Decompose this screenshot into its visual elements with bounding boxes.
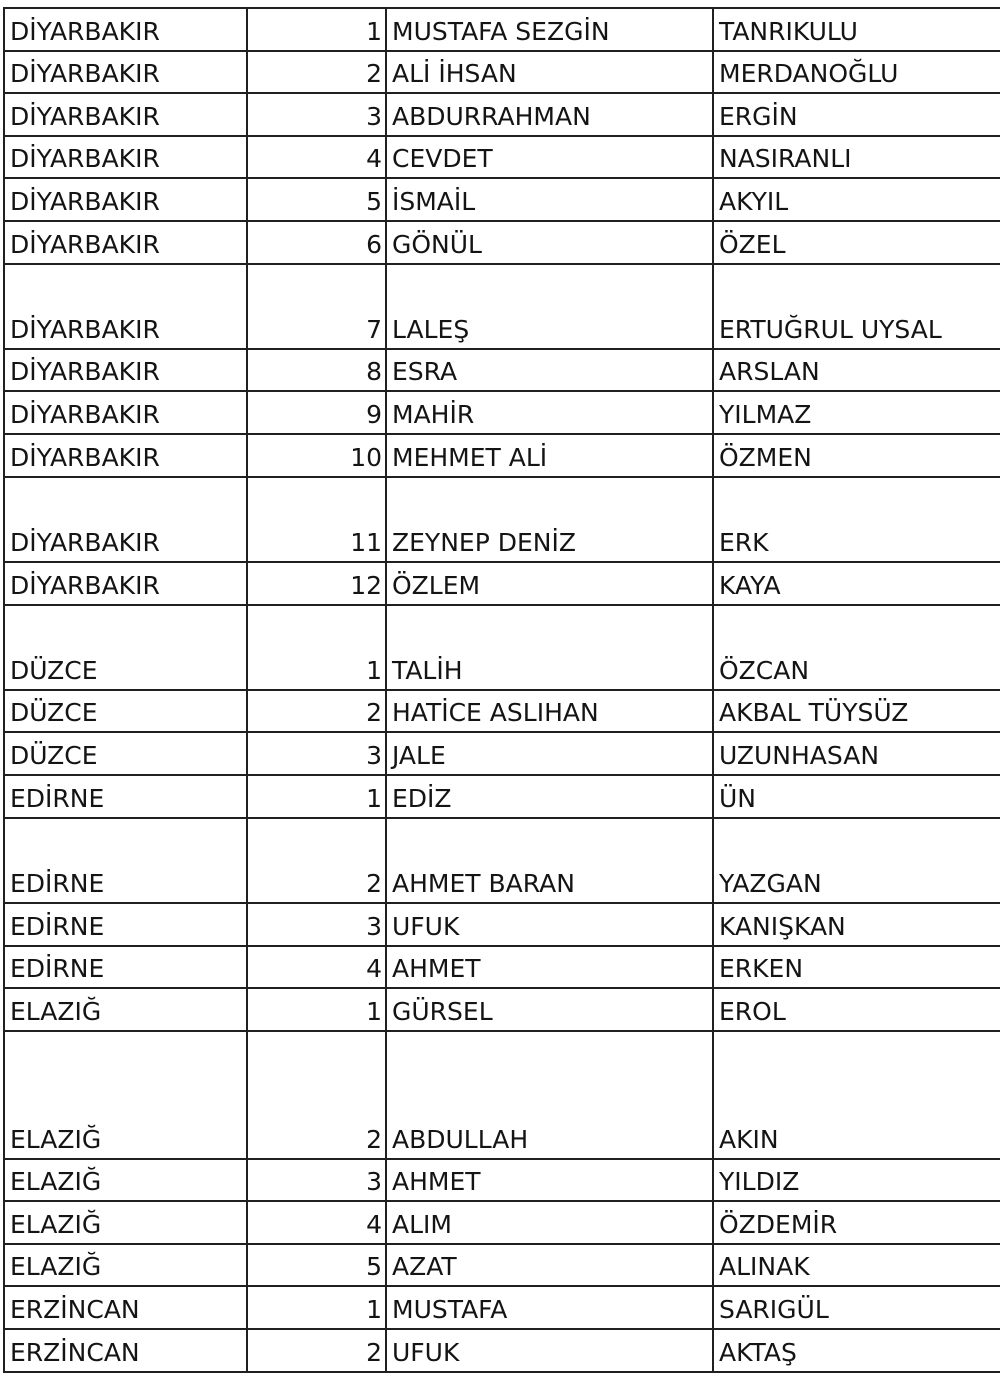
last-name-cell[interactable]: ÖZDEMİR	[713, 1201, 1000, 1244]
province-cell[interactable]: EDİRNE	[4, 946, 247, 989]
last-name-cell[interactable]: AKIN	[713, 1031, 1000, 1159]
last-name-cell[interactable]: AKTAŞ	[713, 1329, 1000, 1372]
last-name-cell[interactable]: ALINAK	[713, 1244, 1000, 1287]
first-name-cell[interactable]: MUSTAFA SEZGİN	[386, 8, 713, 51]
last-name-cell[interactable]: NASIRANLI	[713, 136, 1000, 179]
table-body	[4, 8, 1000, 1372]
table-row	[4, 136, 1000, 179]
table-row	[4, 690, 1000, 733]
first-name-cell[interactable]: AHMET	[386, 1159, 713, 1202]
last-name-cell[interactable]: ARSLAN	[713, 349, 1000, 392]
table-row	[4, 1286, 1000, 1329]
rank-cell[interactable]: 1	[247, 8, 386, 51]
table-row	[4, 477, 1000, 562]
last-name-cell[interactable]: AKBAL TÜYSÜZ	[713, 690, 1000, 733]
table-row	[4, 1159, 1000, 1202]
province-cell[interactable]: DİYARBAKIR	[4, 391, 247, 434]
candidate-table	[3, 7, 1000, 1373]
rank-cell[interactable]: 6	[247, 221, 386, 264]
last-name-cell[interactable]: AKYIL	[713, 178, 1000, 221]
last-name-cell[interactable]: ÖZMEN	[713, 434, 1000, 477]
table-row	[4, 51, 1000, 94]
province-cell[interactable]: DİYARBAKIR	[4, 562, 247, 605]
first-name-cell[interactable]: AHMET BARAN	[386, 818, 713, 903]
table-row	[4, 988, 1000, 1031]
last-name-cell[interactable]: TANRIKULU	[713, 8, 1000, 51]
table-row	[4, 221, 1000, 264]
first-name-cell[interactable]: ESRA	[386, 349, 713, 392]
province-cell[interactable]: ELAZIĞ	[4, 1031, 247, 1159]
province-cell[interactable]: ELAZIĞ	[4, 988, 247, 1031]
first-name-cell[interactable]: UFUK	[386, 903, 713, 946]
rank-cell[interactable]: 9	[247, 391, 386, 434]
last-name-cell[interactable]: YAZGAN	[713, 818, 1000, 903]
rank-cell[interactable]: 1	[247, 1286, 386, 1329]
last-name-cell[interactable]: MERDANOĞLU	[713, 51, 1000, 94]
rank-cell[interactable]: 2	[247, 1031, 386, 1159]
first-name-cell[interactable]: MEHMET ALİ	[386, 434, 713, 477]
first-name-cell[interactable]: EDİZ	[386, 775, 713, 818]
table-row	[4, 434, 1000, 477]
last-name-cell[interactable]: UZUNHASAN	[713, 732, 1000, 775]
province-cell[interactable]: ELAZIĞ	[4, 1201, 247, 1244]
last-name-cell[interactable]: ERK	[713, 477, 1000, 562]
first-name-cell[interactable]: TALİH	[386, 605, 713, 690]
province-cell[interactable]: ERZİNCAN	[4, 1286, 247, 1329]
first-name-cell[interactable]: ALIM	[386, 1201, 713, 1244]
rank-cell[interactable]: 1	[247, 775, 386, 818]
rank-cell[interactable]: 11	[247, 477, 386, 562]
table-row	[4, 775, 1000, 818]
province-cell[interactable]: DİYARBAKIR	[4, 477, 247, 562]
rank-cell[interactable]: 3	[247, 1159, 386, 1202]
first-name-cell[interactable]: ALİ İHSAN	[386, 51, 713, 94]
province-cell[interactable]: ELAZIĞ	[4, 1244, 247, 1287]
last-name-cell[interactable]: ÜN	[713, 775, 1000, 818]
first-name-cell[interactable]: LALEŞ	[386, 264, 713, 349]
rank-cell[interactable]: 1	[247, 605, 386, 690]
rank-cell[interactable]: 4	[247, 946, 386, 989]
last-name-cell[interactable]: SARIGÜL	[713, 1286, 1000, 1329]
province-cell[interactable]: DİYARBAKIR	[4, 93, 247, 136]
rank-cell[interactable]: 5	[247, 1244, 386, 1287]
province-cell[interactable]: DİYARBAKIR	[4, 51, 247, 94]
table-row	[4, 1329, 1000, 1372]
province-cell[interactable]: DİYARBAKIR	[4, 8, 247, 51]
province-cell[interactable]: DÜZCE	[4, 605, 247, 690]
first-name-cell[interactable]: UFUK	[386, 1329, 713, 1372]
province-cell[interactable]: ELAZIĞ	[4, 1159, 247, 1202]
rank-cell[interactable]: 2	[247, 1329, 386, 1372]
province-cell[interactable]: DİYARBAKIR	[4, 221, 247, 264]
rank-cell[interactable]: 1	[247, 988, 386, 1031]
rank-cell[interactable]: 2	[247, 51, 386, 94]
first-name-cell[interactable]: ABDULLAH	[386, 1031, 713, 1159]
rank-cell[interactable]: 7	[247, 264, 386, 349]
table-row	[4, 178, 1000, 221]
first-name-cell[interactable]: AHMET	[386, 946, 713, 989]
rank-cell[interactable]: 3	[247, 93, 386, 136]
rank-cell[interactable]: 3	[247, 732, 386, 775]
table-row	[4, 1031, 1000, 1159]
last-name-cell[interactable]: EROL	[713, 988, 1000, 1031]
rank-cell[interactable]: 2	[247, 690, 386, 733]
first-name-cell[interactable]: ÖZLEM	[386, 562, 713, 605]
rank-cell[interactable]: 10	[247, 434, 386, 477]
last-name-cell[interactable]: YILDIZ	[713, 1159, 1000, 1202]
rank-cell[interactable]: 2	[247, 818, 386, 903]
table-row	[4, 349, 1000, 392]
first-name-cell[interactable]: GÜRSEL	[386, 988, 713, 1031]
last-name-cell[interactable]: ERKEN	[713, 946, 1000, 989]
last-name-cell[interactable]: YILMAZ	[713, 391, 1000, 434]
rank-cell[interactable]: 4	[247, 1201, 386, 1244]
province-cell[interactable]: EDİRNE	[4, 818, 247, 903]
rank-cell[interactable]: 5	[247, 178, 386, 221]
table-row	[4, 93, 1000, 136]
first-name-cell[interactable]: HATİCE ASLIHAN	[386, 690, 713, 733]
last-name-cell[interactable]: ERTUĞRUL UYSAL	[713, 264, 1000, 349]
province-cell[interactable]: EDİRNE	[4, 775, 247, 818]
province-cell[interactable]: DÜZCE	[4, 690, 247, 733]
table-row	[4, 1201, 1000, 1244]
table-row	[4, 946, 1000, 989]
last-name-cell[interactable]: ÖZCAN	[713, 605, 1000, 690]
first-name-cell[interactable]: CEVDET	[386, 136, 713, 179]
table-row	[4, 264, 1000, 349]
last-name-cell[interactable]: KAYA	[713, 562, 1000, 605]
first-name-cell[interactable]: MAHİR	[386, 391, 713, 434]
last-name-cell[interactable]: ERGİN	[713, 93, 1000, 136]
province-cell[interactable]: DİYARBAKIR	[4, 434, 247, 477]
last-name-cell[interactable]: KANIŞKAN	[713, 903, 1000, 946]
first-name-cell[interactable]: İSMAİL	[386, 178, 713, 221]
rank-cell[interactable]: 4	[247, 136, 386, 179]
province-cell[interactable]: ERZİNCAN	[4, 1329, 247, 1372]
first-name-cell[interactable]: JALE	[386, 732, 713, 775]
rank-cell[interactable]: 8	[247, 349, 386, 392]
first-name-cell[interactable]: ABDURRAHMAN	[386, 93, 713, 136]
table-row	[4, 562, 1000, 605]
province-cell[interactable]: DİYARBAKIR	[4, 264, 247, 349]
table-row	[4, 1244, 1000, 1287]
table-row	[4, 391, 1000, 434]
rank-cell[interactable]: 3	[247, 903, 386, 946]
province-cell[interactable]: DÜZCE	[4, 732, 247, 775]
first-name-cell[interactable]: ZEYNEP DENİZ	[386, 477, 713, 562]
first-name-cell[interactable]: MUSTAFA	[386, 1286, 713, 1329]
province-cell[interactable]: DİYARBAKIR	[4, 178, 247, 221]
table-row	[4, 8, 1000, 51]
table-row	[4, 732, 1000, 775]
province-cell[interactable]: DİYARBAKIR	[4, 136, 247, 179]
table-row	[4, 605, 1000, 690]
table-row	[4, 818, 1000, 903]
first-name-cell[interactable]: GÖNÜL	[386, 221, 713, 264]
province-cell[interactable]: DİYARBAKIR	[4, 349, 247, 392]
rank-cell[interactable]: 12	[247, 562, 386, 605]
first-name-cell[interactable]: AZAT	[386, 1244, 713, 1287]
table-row	[4, 903, 1000, 946]
province-cell[interactable]: EDİRNE	[4, 903, 247, 946]
last-name-cell[interactable]: ÖZEL	[713, 221, 1000, 264]
